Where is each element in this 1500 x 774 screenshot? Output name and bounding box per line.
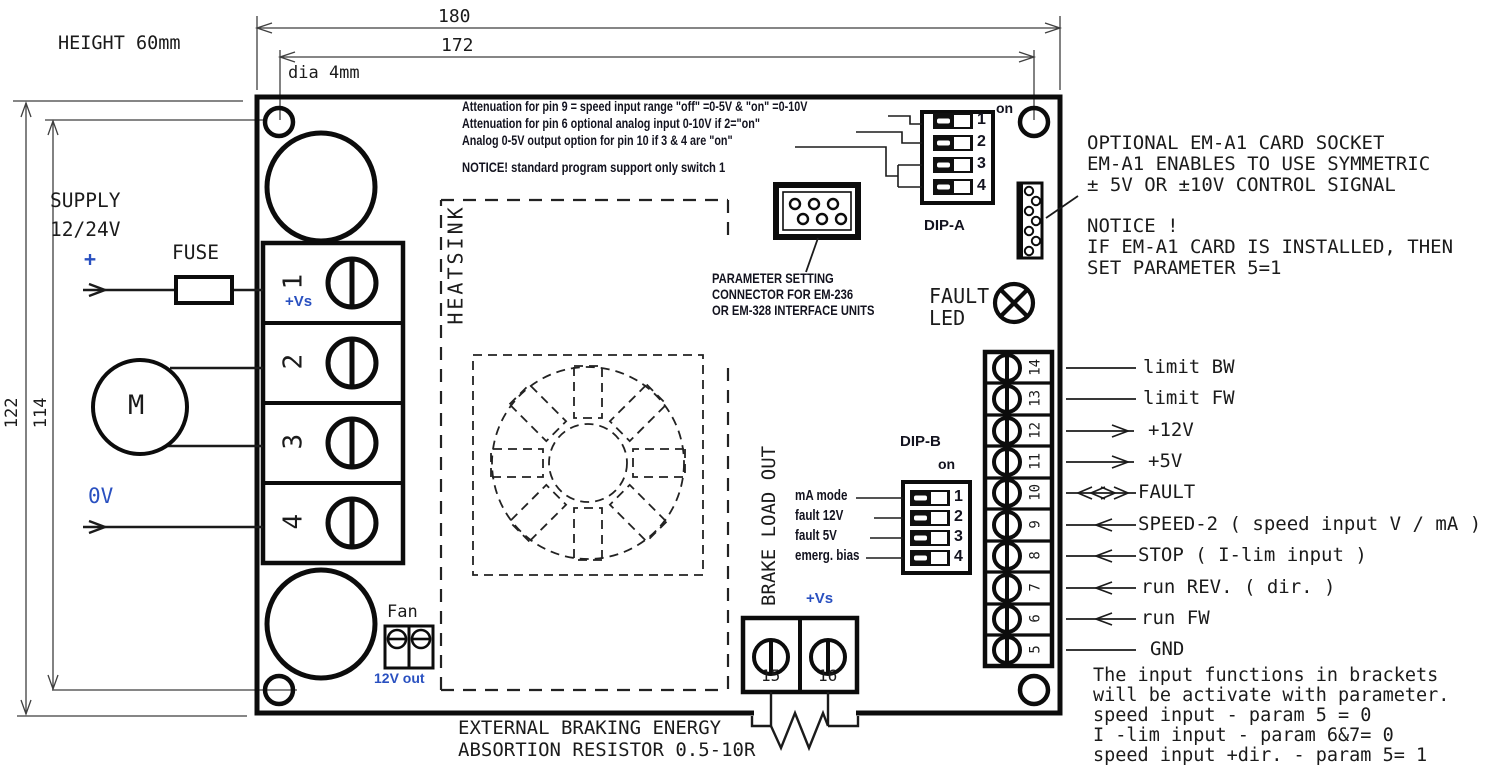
io-pin-11-number: 11 <box>1027 452 1044 470</box>
io-pin-10-label: FAULT <box>1138 481 1196 503</box>
dip-a-label: DIP-A <box>924 217 965 234</box>
em-a1-note-2: EM-A1 ENABLES TO USE SYMMETRIC <box>1087 153 1431 175</box>
dip-b-func-4: emerg. bias <box>795 548 860 564</box>
em-a1-note-1: OPTIONAL EM-A1 CARD SOCKET <box>1087 132 1385 154</box>
io-pin-13-number: 13 <box>1027 389 1044 407</box>
footnote-line-5: speed input +dir. - param 5= 1 <box>1093 745 1428 766</box>
brake-load-out-label: BRAKE LOAD OUT <box>758 445 781 607</box>
resistor-note-2: ABSORTION RESISTOR 0.5-10R <box>458 739 756 761</box>
capacitor-top <box>267 133 375 241</box>
terminal-3-number: 3 <box>278 433 309 450</box>
mounting-holes <box>265 108 1048 704</box>
height-dim-label: HEIGHT 60mm <box>58 33 181 54</box>
footnote-line-1: The input functions in brackets <box>1093 665 1439 686</box>
io-pin-5-label: GND <box>1150 638 1185 660</box>
terminal-15-number: 15 <box>761 666 781 685</box>
dip-a-switch-block <box>795 112 993 203</box>
io-pin-8-number: 8 <box>1027 551 1044 560</box>
fault-led-icon <box>995 284 1033 322</box>
param-connector-line-2: CONNECTOR FOR EM-236 <box>712 286 854 302</box>
terminal-vs-label: +Vs <box>285 293 313 310</box>
footnote-line-2: will be activate with parameter. <box>1093 685 1450 706</box>
brake-vs-label: +Vs <box>806 590 834 607</box>
attenuation-note-1: Attenuation for pin 9 = speed input range "off" =0-5V & "on" =0-10V <box>462 99 808 114</box>
width-inner-dim: 172 <box>441 35 474 56</box>
fault-led-label-1: FAULT <box>929 284 990 308</box>
board-edge-gap <box>754 706 856 720</box>
fuse-label: FUSE <box>172 241 219 264</box>
io-pin-6-label: run FW <box>1141 607 1210 629</box>
fan-label: Fan <box>387 602 418 622</box>
attenuation-note-3: Analog 0-5V output option for pin 10 if 3 & 4 are "on" <box>462 133 733 148</box>
dip-b-switch-2-number: 2 <box>954 508 963 525</box>
em-a1-card-socket <box>1018 183 1078 258</box>
dip-b-switch-3-number: 3 <box>954 528 963 545</box>
param-connector-line-1: PARAMETER SETTING <box>712 270 834 286</box>
dip-a-switch-3-number: 3 <box>977 155 986 172</box>
terminal-4-number: 4 <box>278 513 309 530</box>
io-pin-14-number: 14 <box>1027 358 1044 376</box>
terminal-1-number: 1 <box>278 273 309 290</box>
dip-a-switch-4-number: 4 <box>977 177 986 194</box>
footnote-line-3: speed input - param 5 = 0 <box>1093 705 1372 726</box>
io-pin-13-label: limit FW <box>1143 387 1235 409</box>
fan-terminal <box>385 626 433 668</box>
dip-b-func-2: fault 12V <box>795 508 844 524</box>
height-inner-dim: 114 <box>31 397 52 429</box>
heatsink-outline <box>441 200 728 690</box>
fault-led-label-2: LED <box>929 306 966 330</box>
io-pin-12-label: +12V <box>1148 419 1194 441</box>
height-outer-dim: 122 <box>2 397 23 429</box>
io-pin-9-label: SPEED-2 ( speed input V / mA ) <box>1138 513 1482 535</box>
dip-b-switch-4-number: 4 <box>954 548 963 565</box>
dip-b-func-3: fault 5V <box>795 528 837 544</box>
motor-label: M <box>128 390 145 421</box>
resistor-note-1: EXTERNAL BRAKING ENERGY <box>458 717 722 739</box>
heatsink-label: HEATSINK <box>443 204 468 325</box>
io-pin-11-label: +5V <box>1148 450 1183 472</box>
io-pin-5-number: 5 <box>1027 645 1044 654</box>
dip-a-on-label: on <box>996 100 1014 116</box>
attenuation-note-2: Attenuation for pin 6 optional analog input 0-10V if 2="on" <box>462 116 760 131</box>
width-outer-dim: 180 <box>438 6 471 27</box>
supply-plus-label: + <box>84 247 97 271</box>
io-pin-6-number: 6 <box>1027 614 1044 623</box>
param-connector-line-3: OR EM-328 INTERFACE UNITS <box>712 302 875 318</box>
pin-leader-lines <box>1066 368 1136 650</box>
capacitor-bottom <box>267 570 375 678</box>
dip-b-label: DIP-B <box>900 433 941 450</box>
dip-b-func-1: mA mode <box>795 488 848 504</box>
dip-b-switch-1-number: 1 <box>954 488 963 505</box>
supply-voltage-label: 12/24V <box>50 218 121 241</box>
terminal-2-number: 2 <box>278 353 309 370</box>
io-pin-7-number: 7 <box>1027 583 1044 592</box>
dip-b-on-label: on <box>938 456 956 472</box>
io-pin-9-number: 9 <box>1027 520 1044 529</box>
dip-a-switch-2-number: 2 <box>977 133 986 150</box>
dip-b-switches <box>910 490 950 566</box>
em-a1-notice-3: SET PARAMETER 5=1 <box>1087 257 1282 279</box>
zero-volt-label: 0V <box>88 484 114 508</box>
io-pin-10-number: 10 <box>1027 483 1044 501</box>
fan-out-label: 12V out <box>374 670 425 686</box>
em-a1-note-3: ± 5V OR ±10V CONTROL SIGNAL <box>1087 174 1396 196</box>
em-a1-notice-1: NOTICE ! <box>1087 215 1179 237</box>
dip-b-switch-block <box>856 482 970 573</box>
hole-diameter-label: dia 4mm <box>288 63 360 83</box>
fan-impeller <box>473 355 703 575</box>
io-pin-12-number: 12 <box>1027 421 1044 439</box>
fuse-symbol <box>176 277 232 303</box>
io-pin-7-label: run REV. ( dir. ) <box>1141 576 1336 598</box>
dip-a-switches <box>933 113 973 195</box>
em-a1-notice-2: IF EM-A1 CARD IS INSTALLED, THEN <box>1087 236 1454 258</box>
terminal-16-number: 16 <box>818 666 838 685</box>
io-pin-8-label: STOP ( I-lim input ) <box>1138 544 1367 566</box>
footnote-line-4: I -lim input - param 6&7= 0 <box>1093 725 1394 746</box>
supply-label: SUPPLY <box>50 189 121 212</box>
standard-program-notice: NOTICE! standard program support only switch 1 <box>462 159 726 175</box>
parameter-connector <box>776 185 858 272</box>
io-pin-14-label: limit BW <box>1143 356 1235 378</box>
dip-a-switch-1-number: 1 <box>977 111 986 128</box>
